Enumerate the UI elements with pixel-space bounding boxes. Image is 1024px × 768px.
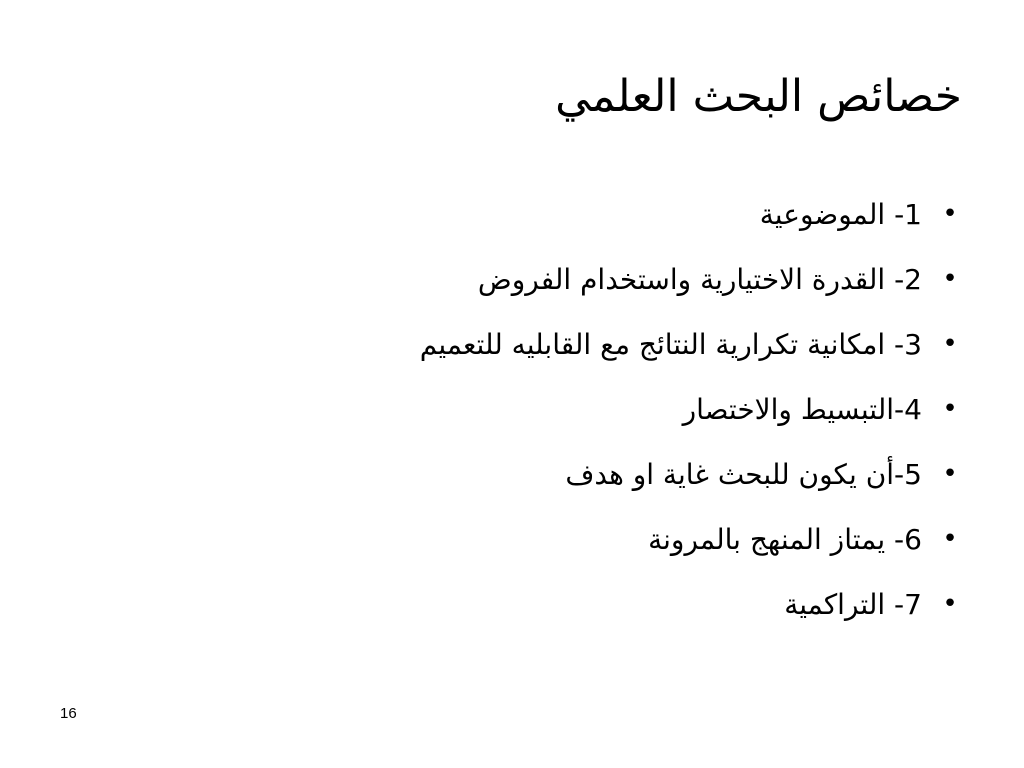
- bullet-text: 5-أن يكون للبحث غاية او هدف: [565, 458, 922, 491]
- page-number: 16: [60, 705, 77, 722]
- bullet-item: [62, 247, 962, 312]
- bullet-item: [62, 442, 962, 507]
- bullet-icon: •: [942, 329, 958, 359]
- bullet-text: 6- يمتاز المنهج بالمرونة: [648, 523, 922, 556]
- bullet-item: [62, 572, 962, 637]
- bullet-text: 2- القدرة الاختيارية واستخدام الفروض: [477, 263, 922, 296]
- bullet-item: [62, 182, 962, 247]
- bullet-list: [62, 182, 962, 637]
- slide-title: خصائص البحث العلمي: [555, 71, 962, 122]
- bullet-icon: •: [942, 524, 958, 554]
- bullet-text: 7- التراكمية: [784, 588, 922, 621]
- bullet-icon: •: [942, 199, 958, 229]
- bullet-text: 3- امكانية تكرارية النتائج مع القابليه للتعميم: [419, 328, 922, 361]
- bullet-icon: •: [942, 589, 958, 619]
- bullet-icon: •: [942, 394, 958, 424]
- bullet-item: [62, 507, 962, 572]
- bullet-icon: •: [942, 459, 958, 489]
- bullet-text: 4-التبسيط والاختصار: [682, 393, 922, 426]
- bullet-item: [62, 312, 962, 377]
- bullet-item: [62, 377, 962, 442]
- bullet-icon: •: [942, 264, 958, 294]
- bullet-text: 1- الموضوعية: [759, 198, 922, 231]
